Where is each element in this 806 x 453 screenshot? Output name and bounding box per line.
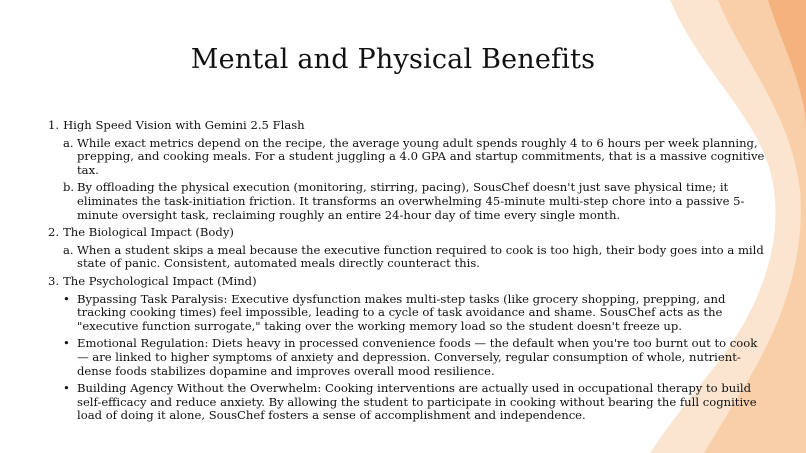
section-1 bbox=[48, 119, 768, 222]
numbered-list bbox=[48, 119, 768, 423]
item-text: By offloading the physical execution (monitoring, stirring, pacing), SousChef doesn't just save physical time; it eliminates the task-initiation friction. It transforms an overwhelming 45-minute multi-step chore into a passive 5-minute oversight task, reclaiming roughly an entire 24-hour day of time every single month. bbox=[77, 180, 745, 222]
bullet-marker: • bbox=[63, 336, 70, 351]
item-marker: a. bbox=[63, 135, 74, 150]
section-number: 3. bbox=[48, 273, 60, 288]
section-heading-text: The Psychological Impact (Mind) bbox=[63, 273, 257, 288]
item-text: Bypassing Task Paralysis: Executive dysfunction makes multi-step tasks (like grocery shopping, prepping, and tracking cooking times) feel impossible, leading to a cycle of task avoidance and shame. SousChef acts as the "executive function surrogate," taking over the working memory load so the student doesn't freeze up. bbox=[77, 291, 726, 333]
item-marker: a. bbox=[63, 242, 74, 257]
section-heading-text: The Biological Impact (Body) bbox=[63, 225, 234, 240]
item-text: Building Agency Without the Overwhelm: Cooking interventions are actually used in occupational therapy to build self-efficacy and reduce anxiety. By allowing the student to participate in cooking without bearing the full cognitive load of doing it alone, SousChef fosters a sense of accomplishment and independence. bbox=[77, 381, 757, 423]
item-marker: b. bbox=[63, 180, 75, 195]
list-item bbox=[63, 137, 768, 178]
slide-content bbox=[48, 119, 768, 427]
section-heading bbox=[48, 119, 768, 133]
section-number: 2. bbox=[48, 225, 60, 240]
section-number: 1. bbox=[48, 118, 60, 132]
list-item bbox=[63, 244, 768, 271]
section-2-items bbox=[48, 244, 768, 271]
bullet-item bbox=[63, 337, 768, 378]
list-item bbox=[63, 181, 768, 222]
section-2 bbox=[48, 226, 768, 271]
slide-title: Mental and Physical Benefits bbox=[190, 44, 596, 75]
section-heading bbox=[48, 275, 768, 289]
item-text: When a student skips a meal because the executive function required to cook is too high, their body goes into a mild state of panic. Consistent, automated meals directly counteract this. bbox=[77, 242, 764, 271]
bullet-item bbox=[63, 382, 768, 423]
item-text: While exact metrics depend on the recipe, the average young adult spends roughly 4 to 6 hours per week planning, prepping, and cooking meals. For a student juggling a 4.0 GPA and startup commitments, that is a massive cognitive tax. bbox=[77, 135, 765, 177]
bullet-marker: • bbox=[63, 381, 70, 396]
section-heading-text: High Speed Vision with Gemini 2.5 Flash bbox=[63, 118, 305, 132]
section-1-items bbox=[48, 137, 768, 223]
bullet-item bbox=[63, 293, 768, 334]
item-text: Emotional Regulation: Diets heavy in processed convenience foods — the default when you're too burnt out to cook — are linked to higher symptoms of anxiety and depression. Conversely, regular consumption of whole, nutrient-dense foods stabilizes dopamine and improves overall mood resilience. bbox=[77, 336, 758, 378]
section-3 bbox=[48, 275, 768, 423]
section-heading bbox=[48, 226, 768, 240]
bullet-marker: • bbox=[63, 291, 70, 306]
section-3-items bbox=[48, 293, 768, 423]
